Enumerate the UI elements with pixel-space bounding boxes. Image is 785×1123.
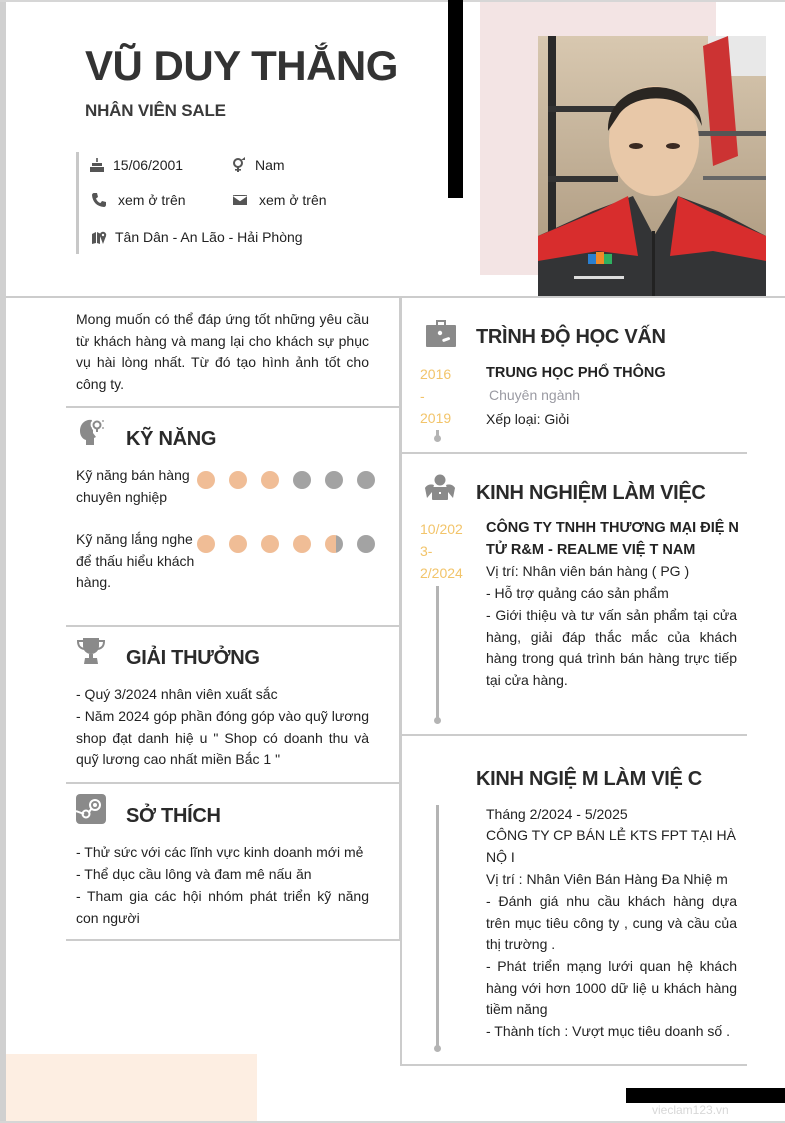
position: Vị trí : Nhân Viên Bán Hàng Đa Nhiệ m — [486, 871, 728, 887]
steam-icon — [76, 794, 106, 824]
rating-dot-filled — [229, 471, 247, 489]
profile-photo — [538, 36, 766, 296]
skill-rating — [197, 535, 375, 553]
section-divider — [66, 782, 400, 784]
position: Vị trí: Nhân viên bán hàng ( PG ) — [486, 563, 690, 579]
page-edge — [0, 0, 6, 1123]
rating-dot-empty — [325, 471, 343, 489]
rating-dot-filled — [261, 471, 279, 489]
candidate-name: VŨ DUY THẮNG — [85, 42, 398, 89]
rating-dot-partial — [325, 535, 343, 553]
info-email: xem ở trên — [232, 192, 327, 208]
duty-item: - Giới thiệu và tư vấn sản phẩm tại cửa hàng, giải đáp thắc mắc của khách hàng trong quá trình bán hàng trực tiếp tại cửa hàng. — [486, 607, 737, 688]
experience2-date: Tháng 2/2024 - 5/2025 — [486, 806, 628, 822]
section-divider — [400, 1064, 747, 1066]
award-item: - Năm 2024 góp phần đóng góp vào quỹ lương shop đạt danh hiệ u " Shop có doanh thu và quỹ lương cao nhất miền Bắc 1 " — [76, 708, 369, 767]
skill-rating — [197, 471, 375, 489]
envelope-icon — [232, 192, 248, 208]
rating-dot-empty — [357, 535, 375, 553]
decorative-peach-box — [6, 1054, 257, 1121]
grade: Xếp loại: Giỏi — [486, 411, 570, 427]
watermark: vieclam123.vn — [652, 1103, 729, 1117]
skill-label: Kỹ năng bán hàng chuyên nghiệp — [76, 467, 190, 505]
timeline-dot — [434, 435, 441, 442]
experience2-title: KINH NGIỆ M LÀM VIỆ C — [476, 768, 702, 790]
timeline-dot — [434, 717, 441, 724]
head-lightbulb-icon — [76, 417, 106, 447]
school-name: TRUNG HỌC PHỔ THÔNG — [486, 365, 666, 381]
section-divider — [400, 452, 747, 454]
education-title: TRÌNH ĐỘ HỌC VẤN — [476, 326, 666, 348]
experience-date: 2/2024 — [420, 565, 463, 581]
person-laptop-icon — [424, 474, 456, 502]
education-year-start: 2016 — [420, 366, 452, 382]
skills-title: KỸ NĂNG — [126, 428, 217, 450]
section-divider — [66, 939, 400, 941]
timeline-bar — [436, 805, 439, 1048]
skill-label: Kỹ năng lắng nghe để thấu hiểu khách hàng. — [76, 531, 195, 590]
phone-icon — [91, 192, 107, 208]
duty-item: - Phát triển mạng lưới quan hệ khách hàng với hơn 1000 dữ liệ u khách hàng tiềm năng — [486, 958, 737, 1017]
experience-date: 3- — [420, 543, 433, 559]
timeline-dot — [434, 1045, 441, 1052]
hobby-item: - Thể dục cầu lông và đam mê nấu ăn — [76, 866, 312, 882]
timeline-bar — [436, 586, 439, 720]
info-birthday: 15/06/2001 — [89, 157, 183, 173]
profile-photo-image — [538, 36, 766, 296]
education-year-separator: - — [420, 388, 425, 404]
award-item: - Quý 3/2024 nhân viên xuất sắc — [76, 686, 278, 702]
duty-item: - Đánh giá nhu cầu khách hàng dựa trên mục tiêu công ty , cung và cầu của thị trường . — [486, 893, 737, 952]
rating-dot-filled — [197, 535, 215, 553]
rating-dot-empty — [357, 471, 375, 489]
header-divider — [6, 296, 785, 298]
duty-item: - Thành tích : Vượt mục tiêu doanh số . — [486, 1023, 730, 1039]
rating-dot-filled — [293, 535, 311, 553]
company-name: CÔNG TY CP BÁN LẺ KTS FPT TẠI HÀ NỘ I — [486, 827, 736, 865]
briefcase-icon — [426, 319, 456, 347]
section-divider — [66, 625, 400, 627]
hobby-item: - Tham gia các hội nhóm phát triển kỹ năng con người — [76, 888, 369, 926]
birthday-cake-icon — [89, 157, 105, 173]
info-address: Tân Dân - An Lão - Hải Phòng — [91, 229, 303, 245]
rating-dot-filled — [229, 535, 247, 553]
map-pin-icon — [91, 229, 107, 245]
rating-dot-filled — [197, 471, 215, 489]
duty-item: - Hỗ trợ quảng cáo sản phẩm — [486, 585, 669, 601]
job-title: NHÂN VIÊN SALE — [85, 101, 226, 120]
section-divider — [66, 406, 400, 408]
hobbies-title: SỞ THÍCH — [126, 805, 221, 827]
personal-info — [76, 152, 376, 254]
company-name: CÔNG TY TNHH THƯƠNG MẠI ĐIỆ N TỬ R&M - REALME VIỆ T NAM — [486, 520, 739, 558]
rating-dot-filled — [261, 535, 279, 553]
decorative-bar — [626, 1088, 785, 1103]
info-phone: xem ở trên — [91, 192, 186, 208]
major: Chuyên ngành — [489, 387, 581, 403]
education-year-end: 2019 — [420, 410, 452, 426]
awards-title: GIẢI THƯỞNG — [126, 647, 260, 669]
decorative-bar — [448, 0, 463, 198]
objective-text: Mong muốn có thể đáp ứng tốt những yêu cầu từ khách hàng và mang lại cho khách sự phục vụ hài lòng nhất. Từ đó tạo hình ảnh tốt cho công ty. — [76, 311, 369, 392]
experience-date: 10/202 — [420, 521, 463, 537]
right-column-border — [400, 296, 402, 1066]
hobby-item: - Thử sức với các lĩnh vực kinh doanh mới mẻ — [76, 844, 364, 860]
experience-title: KINH NGHIỆM LÀM VIỆC — [476, 482, 706, 504]
rating-dot-empty — [293, 471, 311, 489]
trophy-icon — [76, 636, 106, 666]
gender-icon — [231, 157, 247, 173]
info-gender: Nam — [231, 157, 285, 173]
section-divider — [400, 734, 747, 736]
